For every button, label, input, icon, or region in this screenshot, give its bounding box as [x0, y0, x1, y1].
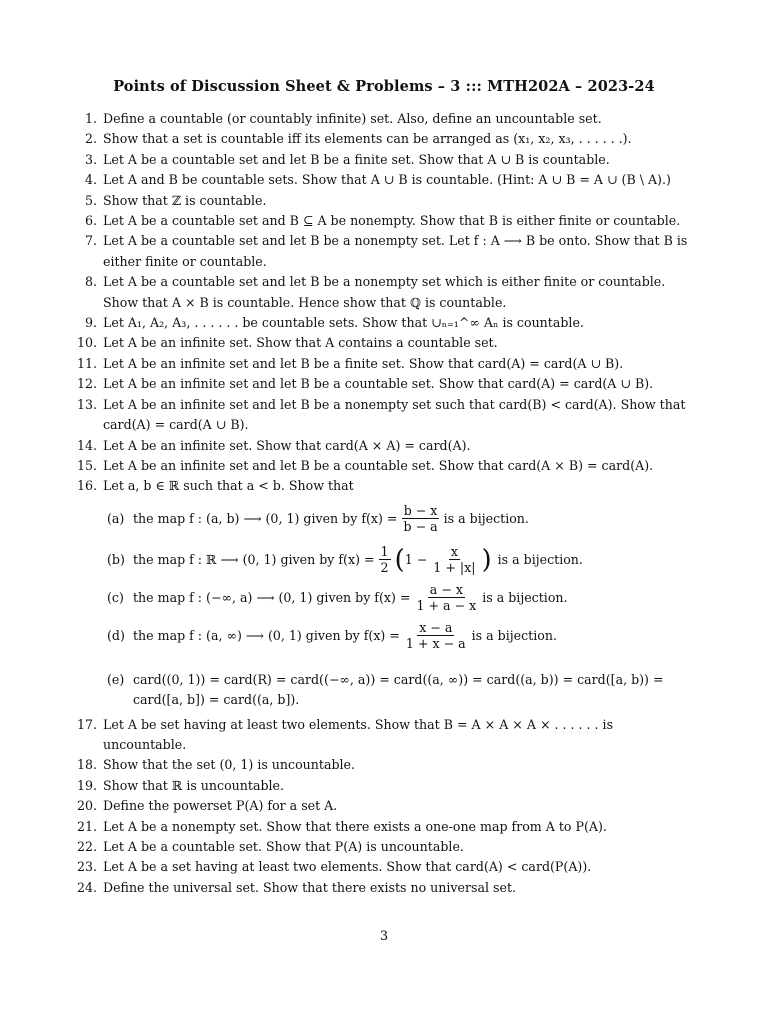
problem-text: Let A be an infinite set and let B be a countable set. Show that card(A) = card(A ∪ B).: [103, 376, 654, 392]
problem-item-16: [70, 476, 695, 710]
subproblem-b: [103, 541, 695, 579]
problem-number: 5.: [84, 192, 97, 208]
problem-text: Let A be a countable set and let B be a nonempty set which is either finite or countable. Show that A × B is countable. Hence show that ℚ is countable.: [103, 274, 666, 310]
problem-item: [70, 313, 695, 333]
fraction-denominator: 2: [380, 560, 389, 576]
subproblem-list: [103, 497, 695, 711]
problem-number: 4.: [84, 172, 97, 188]
problem-number: 3.: [84, 151, 97, 167]
fraction-denominator: 1 + a − x: [416, 598, 477, 614]
problem-text: Let A be a countable set. Show that P(A) is uncountable.: [103, 838, 464, 854]
problem-number: 16.: [76, 478, 97, 494]
problem-item: [70, 837, 695, 857]
problem-item: [70, 354, 695, 374]
problem-text: Let A₁, A₂, A₃, . . . . . . be countable sets. Show that ∪ₙ₌₁^∞ Aₙ is countable.: [103, 315, 584, 331]
fraction-numerator: x: [450, 544, 458, 560]
problem-text: Let A be a countable set and B ⊆ A be nonempty. Show that B is either finite or countable.: [103, 213, 681, 229]
fraction-denominator: 1 + x − a: [405, 636, 466, 652]
problem-item: [70, 272, 695, 313]
subproblem-c: [103, 579, 695, 617]
problem-text: Define the universal set. Show that there exists no universal set.: [103, 879, 517, 895]
problem-number: 11.: [76, 355, 97, 371]
fraction: [431, 544, 477, 575]
problem-item: [70, 878, 695, 898]
problem-number: 24.: [76, 879, 97, 895]
subproblem-text: the map f : (a, ∞) ⟶ (0, 1) given by f(x) =: [133, 627, 400, 643]
subproblem-text: is a bijection.: [443, 510, 529, 526]
problem-text: Let A be an infinite set. Show that A contains a countable set.: [103, 335, 498, 351]
problem-number: 6.: [84, 213, 97, 229]
problem-number: 17.: [76, 716, 97, 732]
fraction-numerator: b − x: [403, 503, 438, 519]
problem-number: 18.: [76, 757, 97, 773]
problem-text: Show that a set is countable iff its elements can be arranged as (x₁, x₂, x₃, . . . . . .).: [103, 131, 632, 147]
problem-text: Let a, b ∈ ℝ such that a < b. Show that: [103, 478, 354, 494]
problem-item: [70, 231, 695, 272]
subproblem-text: the map f : ℝ ⟶ (0, 1) given by f(x) =: [133, 551, 375, 567]
problem-text: Let A and B be countable sets. Show that A ∪ B is countable. (Hint: A ∪ B = A ∪ (B \ A).): [103, 172, 671, 188]
problem-text: Let A be an infinite set and let B be a nonempty set such that card(B) < card(A). Show that card(A) = card(A ∪ B).: [103, 396, 686, 433]
left-paren: (: [394, 544, 405, 575]
problem-text: Show that ℝ is uncountable.: [103, 777, 285, 793]
problem-text: Let A be a set having at least two elements. Show that card(A) < card(P(A)).: [103, 859, 592, 875]
problem-item: [70, 211, 695, 231]
problem-number: 12.: [76, 376, 97, 392]
problem-number: 13.: [76, 396, 97, 412]
problem-number: 7.: [84, 233, 97, 249]
subproblem-label: (b): [107, 551, 125, 567]
problem-item: [70, 755, 695, 775]
problem-item: [70, 436, 695, 456]
right-paren: ): [481, 544, 492, 575]
fraction: [401, 503, 439, 534]
problem-list: [70, 109, 695, 898]
subproblem-label: (d): [107, 627, 125, 643]
problem-number: 21.: [76, 818, 97, 834]
subproblem-text: card((0, 1)) = card(R) = card((−∞, a)) = card((a, ∞)) = card((a, b)) = card([a, b)) = card([a, b]) = card((a, b]).: [133, 671, 664, 708]
problem-item: [70, 395, 695, 436]
problem-number: 19.: [76, 777, 97, 793]
problem-text: Define the powerset P(A) for a set A.: [103, 798, 338, 814]
problem-item: [70, 374, 695, 394]
fraction-numerator: 1: [380, 544, 389, 560]
problem-number: 1.: [84, 111, 97, 126]
subproblem-label: (c): [107, 589, 124, 605]
problem-item: [70, 857, 695, 877]
subproblem-d: [103, 617, 695, 655]
fraction: [414, 582, 478, 613]
problem-text: Define a countable (or countably infinite) set. Also, define an uncountable set.: [103, 111, 602, 126]
problem-item: [70, 776, 695, 796]
problem-text: Let A be a countable set and let B be a finite set. Show that A ∪ B is countable.: [103, 151, 610, 167]
problem-item: [70, 796, 695, 816]
fraction-half: [379, 544, 391, 575]
problem-text: Let A be an infinite set. Show that card(A × A) = card(A).: [103, 437, 471, 453]
page-title: Points of Discussion Sheet & Problems – 3 ::: MTH202A – 2023-24: [113, 78, 655, 95]
subproblem-label: (e): [107, 671, 125, 687]
subproblem-text: is a bijection.: [471, 627, 557, 643]
problem-number: 23.: [76, 859, 97, 875]
problem-number: 10.: [76, 335, 97, 351]
problem-text: Let A be a nonempty set. Show that there exists a one-one map from A to P(A).: [103, 818, 607, 834]
problem-number: 14.: [76, 437, 97, 453]
problem-item: [70, 191, 695, 211]
problem-number: 15.: [76, 457, 97, 473]
problem-text: Show that the set (0, 1) is uncountable.: [103, 757, 356, 773]
problem-text: Let A be an infinite set and let B be a finite set. Show that card(A) = card(A ∪ B).: [103, 355, 624, 371]
problem-text: Show that ℤ is countable.: [103, 192, 267, 208]
subproblem-text: is a bijection.: [497, 551, 583, 567]
problem-number: 9.: [84, 315, 97, 331]
subproblem-text: is a bijection.: [482, 589, 568, 605]
problem-text: Let A be set having at least two elements. Show that B = A × A × A × . . . . . . is uncountable.: [103, 716, 614, 752]
problem-number: 8.: [84, 274, 97, 290]
problem-item: [70, 456, 695, 476]
fraction-numerator: a − x: [429, 582, 463, 598]
fraction: [404, 620, 468, 651]
problem-item: [70, 150, 695, 170]
problem-item: [70, 170, 695, 190]
fraction-numerator: x − a: [419, 620, 453, 636]
problem-text: Let A be an infinite set and let B be a countable set. Show that card(A × B) = card(A).: [103, 457, 654, 473]
fraction-denominator: 1 + |x|: [433, 560, 476, 576]
problem-number: 22.: [76, 838, 97, 854]
page-number: 3: [379, 929, 389, 944]
problem-item: [70, 109, 695, 129]
subproblem-text: 1 −: [404, 551, 428, 567]
subproblem-e: [103, 655, 695, 711]
problem-item: [70, 333, 695, 353]
problem-item: [70, 817, 695, 837]
subproblem-text: the map f : (−∞, a) ⟶ (0, 1) given by f(x) =: [133, 589, 411, 605]
problem-item: [70, 129, 695, 149]
problem-number: 20.: [76, 798, 97, 814]
problem-text: Let A be a countable set and let B be a nonempty set. Let f : A ⟶ B be onto. Show that B is either finite or countable.: [103, 233, 688, 269]
problem-item: [70, 715, 695, 756]
problem-number: 2.: [84, 131, 97, 147]
subproblem-text: the map f : (a, b) ⟶ (0, 1) given by f(x) =: [133, 510, 398, 526]
subproblem-a: [103, 497, 695, 541]
subproblem-label: (a): [107, 510, 125, 526]
fraction-denominator: b − a: [403, 519, 438, 535]
